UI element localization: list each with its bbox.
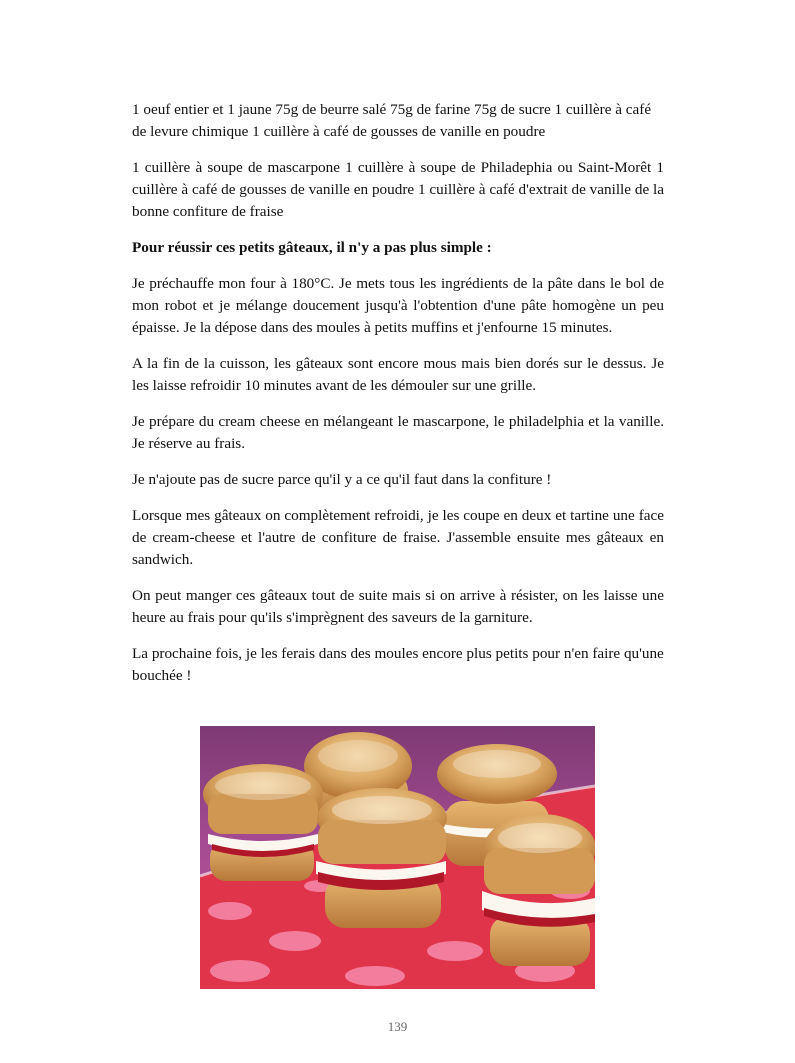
cakes-photo — [200, 726, 595, 989]
ingredients-filling-paragraph: 1 cuillère à soupe de mascarpone 1 cuillère à soupe de Philadephia ou Saint-Morêt 1 cuillère à café de gousses de vanille en poudre 1 cuillère à café d'extrait de vanille de la bonne confiture de fraise — [132, 159, 664, 220]
step-preheat-paragraph: Je préchauffe mon four à 180°C. Je mets tous les ingrédients de la pâte dans le bol de mon robot et je mélange doucement jusqu'à l'obtention d'une pâte homogène un peu épaisse. Je la dépose dans des moules à petits muffins et j'enfourne 15 minutes. — [132, 275, 664, 336]
step-baking-paragraph: A la fin de la cuisson, les gâteaux sont encore mous mais bien dorés sur le dessus. Je les laisse refroidir 10 minutes avant de les démouler sur une grille. — [132, 355, 664, 394]
cake-front-center — [316, 788, 447, 928]
body-text — [132, 99, 664, 701]
cake-left — [203, 764, 323, 881]
method-heading: Pour réussir ces petits gâteaux, il n'y a pas plus simple : — [132, 239, 492, 256]
closing-paragraph: La prochaine fois, je les ferais dans des moules encore plus petits pour n'en faire qu'une bouchée ! — [132, 645, 664, 684]
note-sugar-paragraph: Je n'ajoute pas de sucre parce qu'il y a ce qu'il faut dans la confiture ! — [132, 471, 552, 488]
serving-paragraph: On peut manger ces gâteaux tout de suite mais si on arrive à résister, on les laisse une heure au frais pour qu'ils s'imprègnent des saveurs de la garniture. — [132, 587, 664, 626]
page-number: 139 — [387, 1019, 408, 1034]
cakes-illustration — [200, 726, 595, 989]
step-assemble-paragraph: Lorsque mes gâteaux on complètement refroidi, je les coupe en deux et tartine une face de cream-cheese et l'autre de confiture de fraise. J'assemble ensuite mes gâteaux en sandwich. — [132, 507, 664, 568]
step-cream-paragraph: Je prépare du cream cheese en mélangeant le mascarpone, le philadelphia et la vanille. Je réserve au frais. — [132, 413, 664, 452]
cake-front-right — [482, 814, 595, 966]
ingredients-cake-paragraph: 1 oeuf entier et 1 jaune 75g de beurre salé 75g de farine 75g de sucre 1 cuillère à café de levure chimique 1 cuillère à café de gousses de vanille en poudre — [132, 101, 652, 140]
